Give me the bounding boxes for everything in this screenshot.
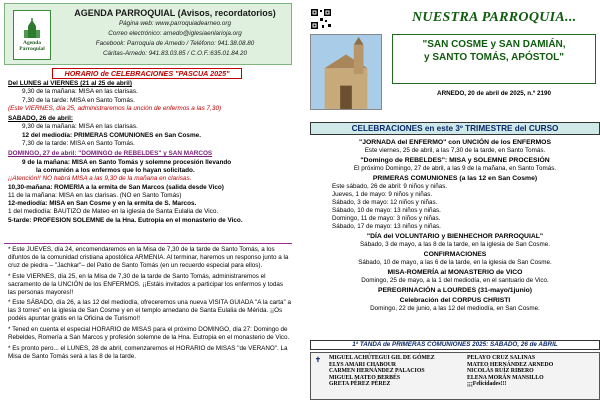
section-divider [4,243,292,244]
event-title: PEREGRINACIÓN a LOURDES (31-mayo/1junio) [377,287,533,294]
notice-item: * Tened en cuenta el especial HORARIO de MISAS para el próximo DOMINGO, día 27: Domingo de Rebeldes, Romería a San Marcos y profesión solemne de la Hna. Eutropia en el monasterio de Vico. [8,326,290,342]
schedule-day-weekdays: Del LUNES al VIERNES (21 al 25 de abril) [8,80,132,87]
cross-icon: ✝ [315,356,321,364]
right-page [304,0,600,402]
caritas-phone: Cáritas-Arnedo: 941.83.03.85 / C.O.F.:635.01.84.20 [102,50,248,57]
event-title: MISA-ROMERÍA al MONASTERIO de VICO [387,269,523,276]
logo-text: Agenda Parroquial [19,39,45,52]
event-item [310,297,600,313]
church-icon [21,18,43,40]
event-item [310,269,600,285]
celebrations-header: CELEBRACIONES en este 3º TRIMESTRE del CURSO [310,122,600,135]
notice-item: * Es pronto pero... el LUNES, 28 de abril, comenzaremos el HORARIO de MISAS "de VERANO". La Misa de Santo Tomás será a las 8 de la tarde. [8,344,288,360]
schedule-day-sunday: DOMINGO, 27 de abril: "DOMINGO de REBELDES" y SAN MARCOS [8,150,213,158]
event-line: Sábado, 10 de mayo: 13 niños y niñas. [332,207,441,214]
communicant-name: MIGUEL ACHÚTEGUI GIL DE GÓMEZ [329,355,435,361]
event-item [310,251,600,267]
schedule-note: (Este VIERNES, día 25, administraremos la unción de enfermos a las 7,30) [8,104,222,112]
schedule-day-saturday: SÁBADO, 26 de abril: [8,115,73,123]
parish-subtitle [392,34,596,84]
schedule-line: 1 del mediodía: BAUTIZO de Mateo en la iglesia de Santa Eulalia de Vico. [8,208,219,216]
left-page [0,0,296,402]
schedule-line: 9,30 de la mañana: MISA en las clarisas. [22,88,138,96]
schedule-line: 5-tarde: PROFESIÓN SOLEMNE de la Hna. Eutropia en el monasterio de Vico. [8,216,243,224]
event-item [310,157,600,173]
communicant-name: PELAYO CRUZ SALINAS [467,355,536,361]
event-title: "JORNADA del ENFERMO" con UNCIÓN de los ENFERMOS [359,139,551,146]
schedule-line: 7,30 de la tarde: MISA en Santo Tomás. [22,140,135,148]
communicant-name: ¡¡¡Felicidades!!! [467,381,507,387]
communicant-name: MIGUEL MATEO BERBÉS [329,374,401,381]
email-link[interactable]: Correo electrónico: arnedo@iglesiaenlarioja.org [108,30,242,37]
parish-title: NUESTRA PARROQUIA... [412,10,577,25]
notice-item: * Este VIERNES, día 25, en la Misa de 7,30 de la tarde de Santo Tomás, administraremos el sacramento de la UNCIÓN de los ENFERMOS. ¡¡Estáis invitados a participar los enfermos y todas las personas mayores!! [8,272,284,296]
event-line: Sábado, 17 de mayo: 13 niños y niñas. [332,223,441,230]
event-title: CONFIRMACIONES [423,251,487,258]
event-title: "DÍA del VOLUNTARIO y BIENHECHOR PARROQUIAL" [366,233,544,240]
notice-item: * Este SÁBADO, día 26, a las 12 del mediodía, ofreceremos una nueva VISITA GUIADA "A la carta" a las 3 torres" en la iglesia de San Cosme y en el templo arnedano de Santa Eulalia de Mérida. ¡¡Os podéis apuntar gratis en la Oficina de Turismo!! [8,299,291,323]
schedule [8,80,292,225]
agenda-header [4,3,292,65]
website-link[interactable]: Página web: www.parroquiadearneo.org [118,20,231,27]
communicant-name: ELYS AMARI CHABOUR [329,361,397,368]
agenda-title: AGENDA PARROQUIAL (Avisos, recordatorios) [74,8,276,18]
names-column-1 [329,355,435,388]
notices [8,246,292,364]
event-line: Sábado, 3 de mayo, a las 8 de la tarde, en la iglesia de San Cosme. [359,241,551,248]
schedule-title: HORARIO de CELEBRACIONES "PASCUA 2025" [52,68,242,79]
event-item [310,175,600,231]
communicant-name: MATEO HERNÁNDEZ ARNEDO [467,361,554,368]
schedule-attention: ¡¡Atención!! NO habrá MISA a las 9,30 de la mañana en clarisas. [8,175,192,183]
event-item [310,287,600,295]
event-line: Domingo, 25 de mayo, a la 1 del mediodía, en el santuario de Vico. [361,277,549,284]
event-line: Este viernes, 25 de abril, a las 7,30 de la tarde, en Santo Tomás. [364,147,546,154]
communicant-name: NICOLÁS RUÍZ RIBERO [467,368,534,374]
event-item [310,233,600,249]
schedule-line: 12 del mediodía: PRIMERAS COMUNIONES en San Cosme. [22,131,201,139]
communicant-name: ELENA MORÁN MANSILLO [467,374,544,381]
church-photo [310,34,382,110]
first-communion-header: 1ª TANDA de PRIMERAS COMUNIONES 2025: SÁBADO, 26 de ABRIL [310,340,600,350]
facebook-phone: Facebook: Parroquia de Arnedo / Teléfono: 941.38.08.80 [95,40,255,47]
event-title: Celebración del CORPUS CHRISTI [399,297,511,304]
event-line: Este sábado, 26 de abril: 9 niños y niñas. [332,183,448,190]
first-communion-list [310,352,600,400]
schedule-line: 9 de la mañana: MISA en Santo Tomás y solemne procesión llevando [22,158,232,166]
subtitle-line-1: "SAN COSME y SAN DAMIÁN, [422,39,566,50]
issue-date: ARNEDO, 20 de abril de 2025, n.º 2190 [437,90,551,97]
event-title: PRIMERAS COMUNIONES (a las 12 en San Cosme) [372,175,538,182]
event-line: Domingo, 22 de junio, a las 12 del mediodía, en San Cosme. [370,305,540,312]
schedule-line: 12-mediodía: MISA en San Cosme y en la ermita de S. Marcos. [8,200,197,208]
schedule-line: 11 de la mañana: MISA en las clarisas. (NO en Santo Tomás) [8,191,182,199]
schedule-line: 7,30 de la tarde: MISA en Santo Tomás. [22,96,135,104]
events-list [310,137,600,313]
event-line: Jueves, 1 de mayo: 9 niños y niñas. [332,191,433,198]
names-column-2 [467,355,553,388]
event-line: Sábado, 10 de mayo, a las 6 de la tarde, en la iglesia de San Cosme. [358,259,552,266]
schedule-line: 9,30 de la mañana: MISA en las clarisas. [22,123,138,131]
event-item [310,139,600,155]
schedule-line: la comunión a los enfermos que lo hayan solicitado. [36,166,195,174]
schedule-line: 10,30-mañana: ROMERÍA a la ermita de San Marcos (salida desde Vico) [8,183,224,191]
subtitle-line-2: y SANTO TOMÁS, APÓSTOL" [424,52,564,63]
event-line: El próximo Domingo, 27 de abril, a las 9 de la mañana, en Santo Tomás. [353,165,557,172]
notice-item: * Este JUEVES, día 24, encomendaremos en la Misa de 7,30 de la tarde de Santo Tomás, a los difuntos de la comunidad cristiana apostólica ARMENIA. Al terminar, haremos un responso junto a la cruz de piedra – "Jachkar"– del Patio de Santo Tomás (en un recuerdo especial para ellos). [8,246,289,269]
event-line: Domingo, 11 de mayo: 3 niños y niñas. [332,215,441,222]
event-title: "Domingo de REBELDES": MISA y SOLEMNE PROCESIÓN [360,157,550,164]
agenda-logo [13,10,51,60]
event-line: Sábado, 3 de mayo: 12 niños y niñas. [332,199,438,206]
communicant-name: CARMEN HERNÁNDEZ PALACIOS [329,368,425,374]
communicant-name: GRETA PÉREZ PÉREZ [329,381,391,387]
qr-code-icon[interactable] [310,8,332,30]
